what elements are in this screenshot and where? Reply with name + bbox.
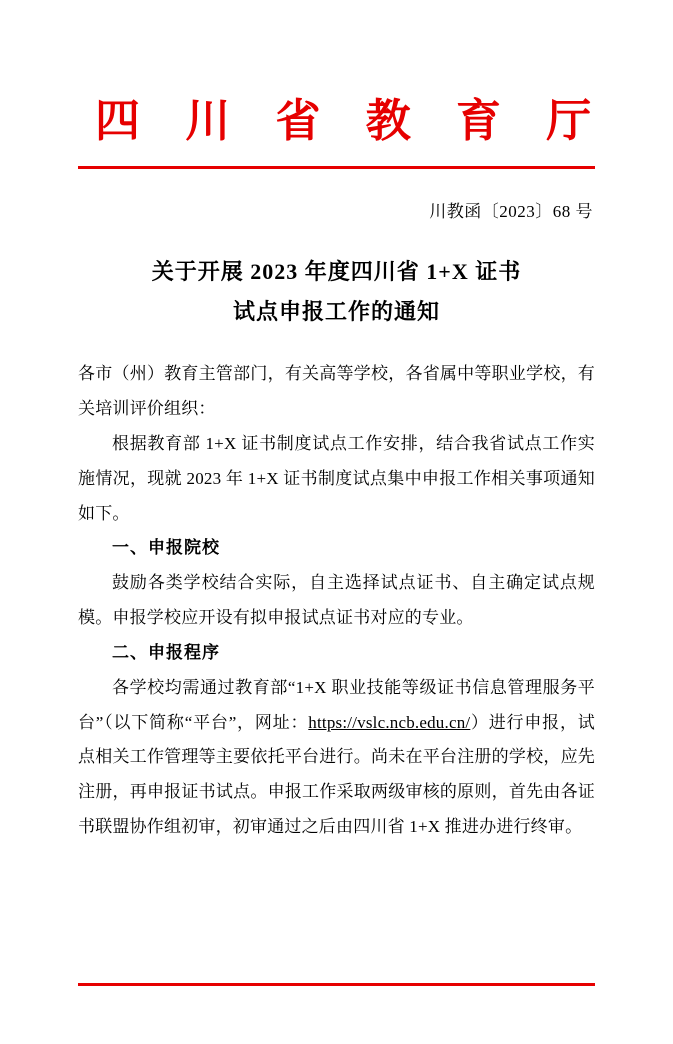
- recipients-paragraph: 各市（州）教育主管部门，有关高等学校，各省属中等职业学校，有关培训评价组织：: [78, 364, 595, 418]
- section-2-paragraph: [78, 671, 595, 845]
- document-number: 川教函〔2023〕68 号: [429, 201, 593, 221]
- title-line-2: 试点申报工作的通知: [232, 299, 440, 325]
- section-heading-2: 二、申报程序: [112, 642, 220, 662]
- platform-url-link[interactable]: https://vslc.ncb.edu.cn/: [308, 712, 471, 732]
- section-heading-1: 一、申报院校: [112, 538, 220, 558]
- document-body: [78, 357, 595, 845]
- masthead-divider: [78, 166, 595, 169]
- section-1-paragraph: 鼓励各类学校结合实际，自主选择试点证书、自主确定试点规模。申报学校应开设有拟申报试点证书对应的专业。: [78, 573, 595, 628]
- section-2-text-before-link: 各学校均需通过教育部“1+X 职业技能等级证书信息管理服务平台”（以下简称“平台”，网址：: [78, 677, 595, 732]
- title-line-1: 关于开展 2023 年度四川省 1+X 证书: [151, 258, 522, 284]
- preamble-paragraph: 根据教育部 1+X 证书制度试点工作安排，结合我省试点工作实施情况，现就 2023 年 1+X 证书制度试点集中申报工作相关事项通知如下。: [78, 433, 595, 523]
- document-title: [78, 252, 595, 333]
- footer-divider: [78, 983, 595, 986]
- section-2-text-after-link: ）进行申报，试点相关工作管理等主要依托平台进行。尚未在平台注册的学校，应先注册，再申报证书试点。申报工作采取两级审核的原则，首先由各证书联盟协作组初审，初审通过之后由四川省 1+X 推进办进行终审。: [78, 712, 595, 837]
- masthead-title: 四 川 省 教 育 厅: [95, 96, 609, 146]
- document-page: [0, 96, 673, 1044]
